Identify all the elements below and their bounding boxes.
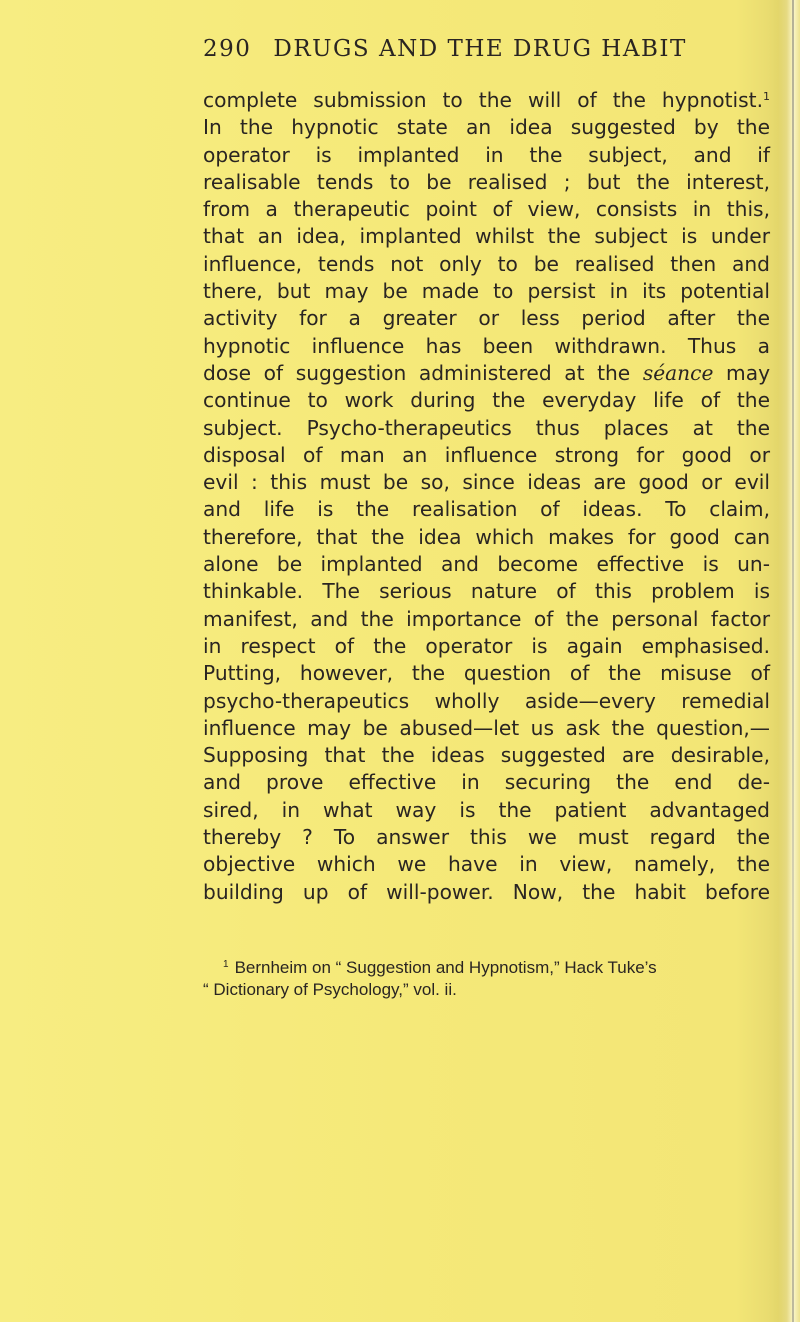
text-line: thinkable. The serious nature of this problem is — [203, 579, 770, 604]
text-line: subject. Psycho-therapeutics thus places at the — [203, 415, 770, 440]
text-line: influence, tends not only to be realised then and — [203, 251, 770, 276]
footnote-mark: 1 — [223, 959, 229, 970]
page-number: 290 — [203, 36, 252, 62]
text-line: Putting, however, the question of the misuse of — [203, 661, 770, 686]
text-line: from a therapeutic point of view, consists in this, — [203, 197, 770, 222]
text-line — [203, 360, 770, 387]
text-line: disposal of man an influence strong for good or — [203, 442, 770, 467]
text-line: activity for a greater or less period after the — [203, 306, 770, 331]
text-line — [203, 87, 770, 114]
footnote-text: Bernheim on “ Suggestion and Hypnotism,” Hack Tuke’s — [234, 958, 657, 977]
text-line: and prove effective in securing the end de- — [203, 770, 770, 795]
text-segment: dose of suggestion administered at the — [203, 360, 631, 385]
text-line: operator is implanted in the subject, and if — [203, 142, 770, 167]
body-text — [203, 87, 770, 906]
page-edge-shadow — [778, 0, 800, 1322]
text-line: alone be implanted and become effective is un- — [203, 552, 770, 577]
text-line: In the hypnotic state an idea suggested by the — [203, 115, 770, 140]
text-line: building up of will-power. Now, the habit before — [203, 879, 770, 904]
text-line: Supposing that the ideas suggested are desirable, — [203, 743, 770, 768]
text-line: there, but may be made to persist in its potential — [203, 279, 770, 304]
footnote-line: “ Dictionary of Psychology,” vol. ii. — [203, 980, 457, 999]
text-line: sired, in what way is the patient advantaged — [203, 797, 770, 822]
text-line: in respect of the operator is again emphasised. — [203, 633, 770, 658]
running-head — [203, 36, 763, 70]
footnote-line — [203, 954, 770, 979]
text-segment: complete submission to the will of the hypnotist. — [203, 88, 763, 112]
footnote-reference: 1 — [763, 90, 770, 103]
text-line: psycho-therapeutics wholly aside—every remedial — [203, 688, 770, 713]
text-line: that an idea, implanted whilst the subject is under — [203, 224, 770, 249]
text-line: hypnotic influence has been withdrawn. Thus a — [203, 333, 770, 358]
italic-term: séance — [642, 360, 714, 385]
text-line: influence may be abused—let us ask the question,— — [203, 715, 770, 740]
text-line: evil : this must be so, since ideas are good or evil — [203, 470, 770, 495]
text-segment: may — [726, 360, 771, 385]
text-line: continue to work during the everyday life of the — [203, 388, 770, 413]
text-line: and life is the realisation of ideas. To claim, — [203, 497, 770, 522]
text-line: objective which we have in view, namely, the — [203, 852, 770, 877]
text-line: thereby ? To answer this we must regard the — [203, 825, 770, 850]
text-line: realisable tends to be realised ; but the interest, — [203, 169, 770, 194]
footnote — [203, 954, 770, 1001]
running-title: DRUGS AND THE DRUG HABIT — [273, 36, 687, 62]
text-line: therefore, that the idea which makes for good can — [203, 524, 770, 549]
page-edge-line — [792, 0, 794, 1322]
text-line: manifest, and the importance of the personal factor — [203, 606, 770, 631]
